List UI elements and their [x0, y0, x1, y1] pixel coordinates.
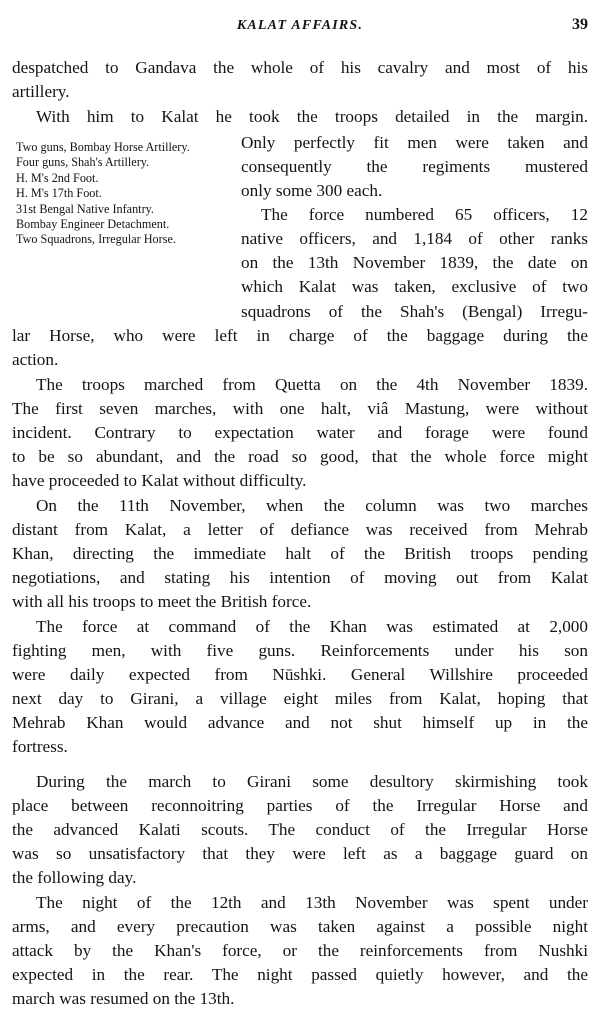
- margin-note-item: Two guns, Bombay Horse Artillery.: [16, 140, 190, 154]
- text-line: attack by the Khan's force, or the reinforcements from Nushki: [12, 941, 588, 960]
- text-line: consequently the regiments mustered: [241, 157, 588, 176]
- text-line: Khan, directing the immediate halt of the British troops pending: [12, 544, 588, 563]
- text-line: The troops marched from Quetta on the 4th November 1839.: [36, 375, 588, 394]
- text-line: arms, and every precaution was taken against a possible night: [12, 917, 588, 936]
- text-line: expected in the rear. The night passed quietly however, and the: [12, 965, 588, 984]
- text-line: action.: [12, 350, 59, 369]
- text-line: During the march to Girani some desultory skirmishing took: [36, 772, 588, 791]
- text-line: fortress.: [12, 737, 68, 756]
- margin-note: [16, 140, 222, 248]
- text-line: Only perfectly fit men were taken and: [241, 133, 588, 152]
- text-line: negotiations, and stating his intention of moving out from Kalat: [12, 568, 588, 587]
- text-line: The first seven marches, with one halt, viâ Mastung, were without: [12, 399, 588, 418]
- text-line: on the 13th November 1839, the date on: [241, 253, 588, 272]
- text-line: native officers, and 1,184 of other ranks: [241, 229, 588, 248]
- text-line: The force numbered 65 officers, 12: [261, 205, 588, 224]
- text-line: incident. Contrary to expectation water and forage were found: [12, 423, 588, 442]
- text-line: have proceeded to Kalat without difficulty.: [12, 471, 307, 490]
- text-line: distant from Kalat, a letter of defiance was received from Mehrab: [12, 520, 588, 539]
- page-header: [0, 16, 600, 38]
- page-number: 39: [572, 16, 588, 33]
- running-head: KALAT AFFAIRS.: [236, 18, 364, 33]
- text-line: was so unsatisfactory that they were left as a baggage guard on: [12, 844, 588, 863]
- text-line: On the 11th November, when the column was two marches: [36, 496, 588, 515]
- text-line: artillery.: [12, 82, 70, 101]
- text-line: with all his troops to meet the British force.: [12, 592, 312, 611]
- text-line: squadrons of the Shah's (Bengal) Irregu-: [241, 302, 588, 321]
- text-line: were daily expected from Nūshki. General Willshire proceeded: [12, 665, 588, 684]
- text-line: despatched to Gandava the whole of his cavalry and most of his: [12, 58, 588, 77]
- margin-note-item: Bombay Engineer Detachment.: [16, 217, 170, 232]
- text-line: lar Horse, who were left in charge of the baggage during the: [12, 326, 588, 345]
- margin-note-item: H. M's 17th Foot.: [16, 186, 102, 201]
- text-line: the advanced Kalati scouts. The conduct of the Irregular Horse: [12, 820, 588, 839]
- text-line: place between reconnoitring parties of the Irregular Horse and: [12, 796, 588, 815]
- margin-note-item: 31st Bengal Native Infantry.: [16, 201, 154, 216]
- margin-note-item: Two Squadrons, Irregular Horse.: [16, 232, 176, 247]
- text-line: march was resumed on the 13th.: [12, 989, 235, 1008]
- text-line: The force at command of the Khan was estimated at 2,000: [36, 617, 588, 636]
- text-line: fighting men, with five guns. Reinforcements under his son: [12, 641, 588, 660]
- text-line: With him to Kalat he took the troops detailed in the margin.: [36, 107, 588, 126]
- text-line: the following day.: [12, 868, 137, 887]
- margin-note-item: H. M's 2nd Foot.: [16, 170, 99, 185]
- text-line: Mehrab Khan would advance and not shut himself up in the: [12, 713, 588, 732]
- text-line: which Kalat was taken, exclusive of two: [241, 277, 588, 296]
- text-line: to be so abundant, and the road so good, that the whole force might: [12, 447, 588, 466]
- text-line: only some 300 each.: [241, 181, 383, 200]
- text-line: The night of the 12th and 13th November was spent under: [36, 893, 588, 912]
- text-line: next day to Girani, a village eight miles from Kalat, hoping that: [12, 689, 588, 708]
- margin-note-item: Four guns, Shah's Artillery.: [16, 155, 150, 170]
